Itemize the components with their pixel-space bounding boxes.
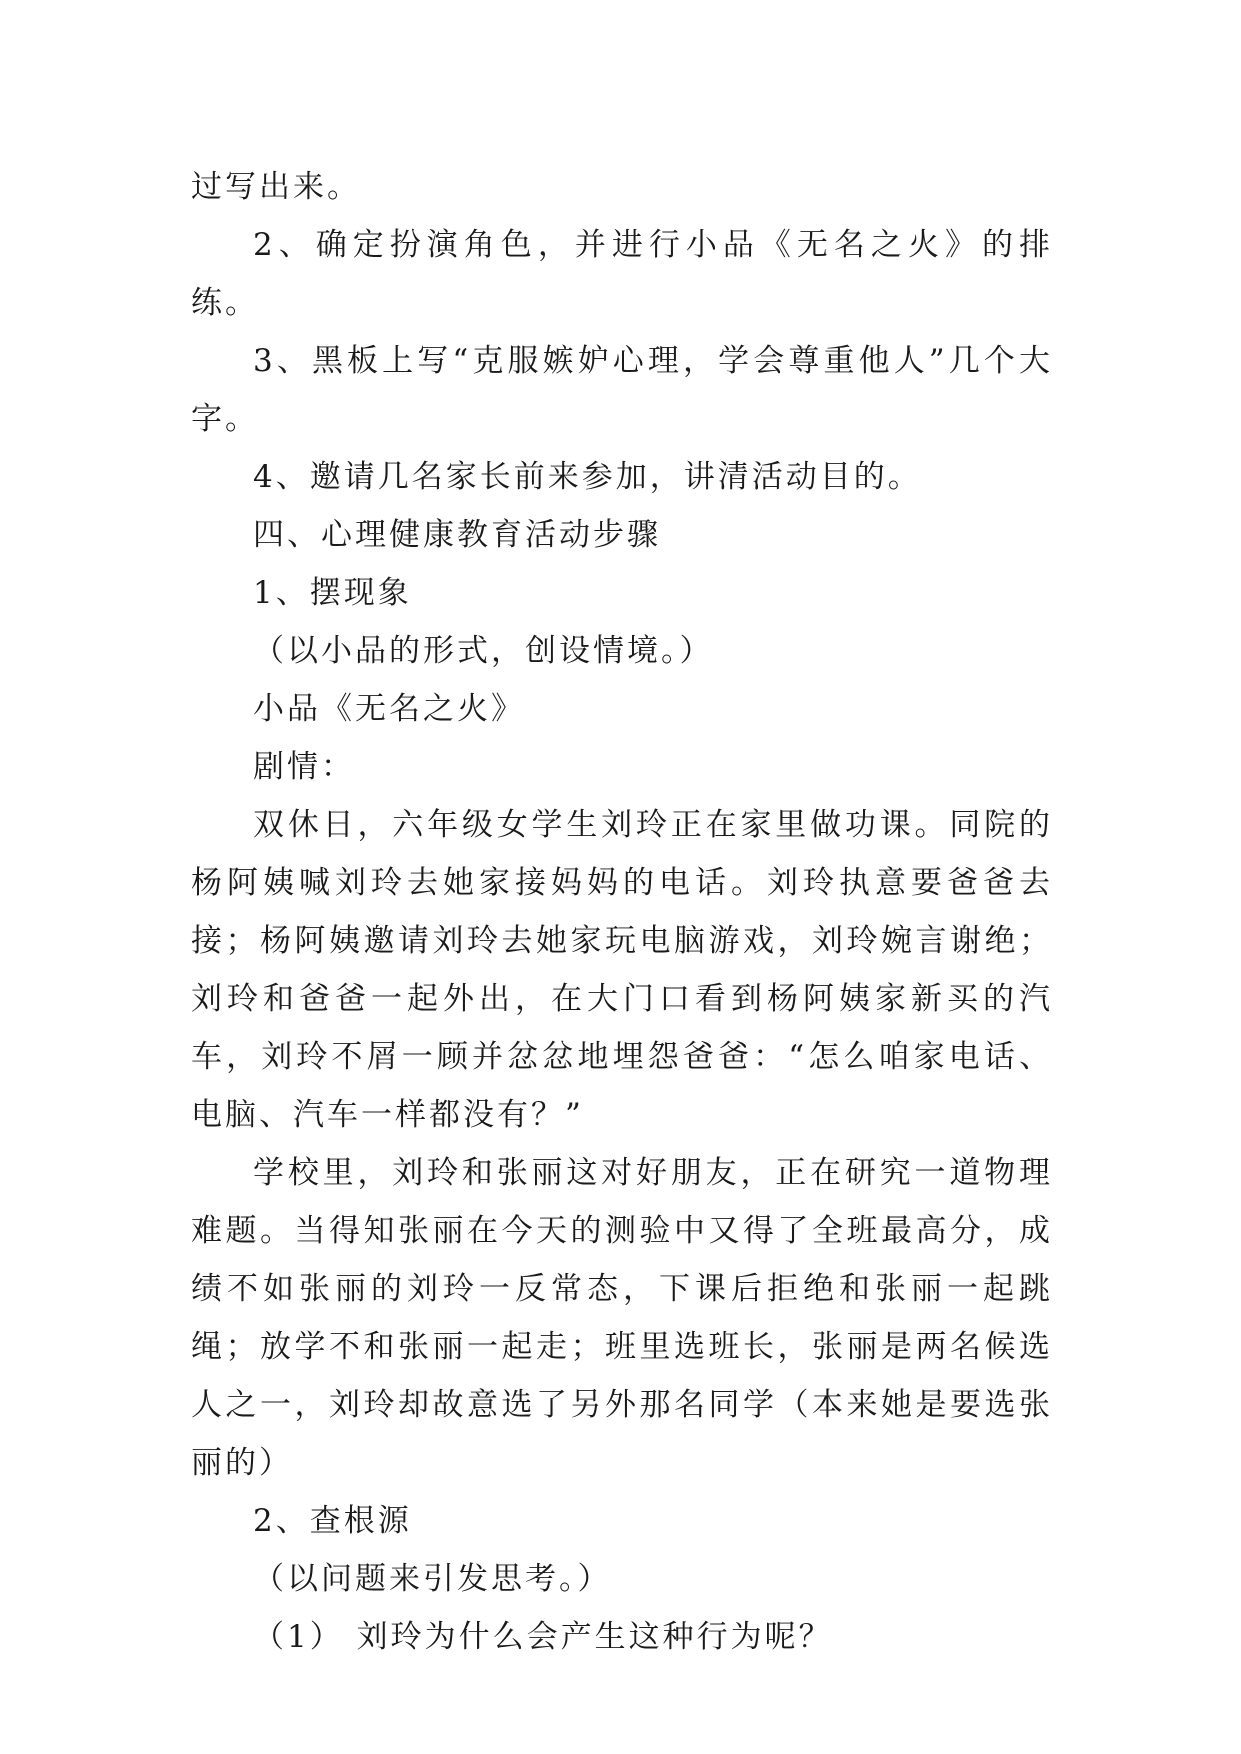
section-heading-steps: 四、心理健康教育活动步骤 [253, 517, 661, 553]
document-body [191, 158, 1053, 1666]
step-note-1: （以小品的形式，创设情境。） [253, 633, 714, 669]
question-1: （1） 刘玲为什么会产生这种行为呢？ [253, 1619, 833, 1655]
paragraph-continuation: 过写出来。 [191, 169, 361, 205]
paragraph-item-4: 4、邀请几名家长前来参加，讲清活动目的。 [253, 459, 922, 495]
step-note-2: （以问题来引发思考。） [253, 1561, 612, 1597]
skit-title: 小品《无名之火》 [253, 691, 525, 727]
paragraph-item-3: 3、黑板上写“克服嫉妒心理，学会尊重他人”几个大字。 [191, 343, 1053, 437]
plot-label: 剧情： [253, 749, 355, 785]
plot-paragraph-school: 学校里，刘玲和张丽这对好朋友，正在研究一道物理难题。当得知张丽在今天的测验中又得了全班最高分，成绩不如张丽的刘玲一反常态，下课后拒绝和张丽一起跳绳；放学不和张丽一起走；班里选班长，张丽是两名候选人之一，刘玲却故意选了另外那名同学（本来她是要选张丽的） [191, 1155, 1053, 1481]
step-heading-1: 1、摆现象 [253, 575, 412, 611]
plot-paragraph-home: 双休日，六年级女学生刘玲正在家里做功课。同院的杨阿姨喊刘玲去她家接妈妈的电话。刘玲执意要爸爸去接；杨阿姨邀请刘玲去她家玩电脑游戏，刘玲婉言谢绝；刘玲和爸爸一起外出，在大门口看到杨阿姨家新买的汽车，刘玲不屑一顾并忿忿地埋怨爸爸：“怎么咱家电话、电脑、汽车一样都没有？” [191, 807, 1053, 1133]
paragraph-item-2: 2、确定扮演角色，并进行小品《无名之火》的排练。 [191, 227, 1053, 321]
step-heading-2: 2、查根源 [253, 1503, 412, 1539]
